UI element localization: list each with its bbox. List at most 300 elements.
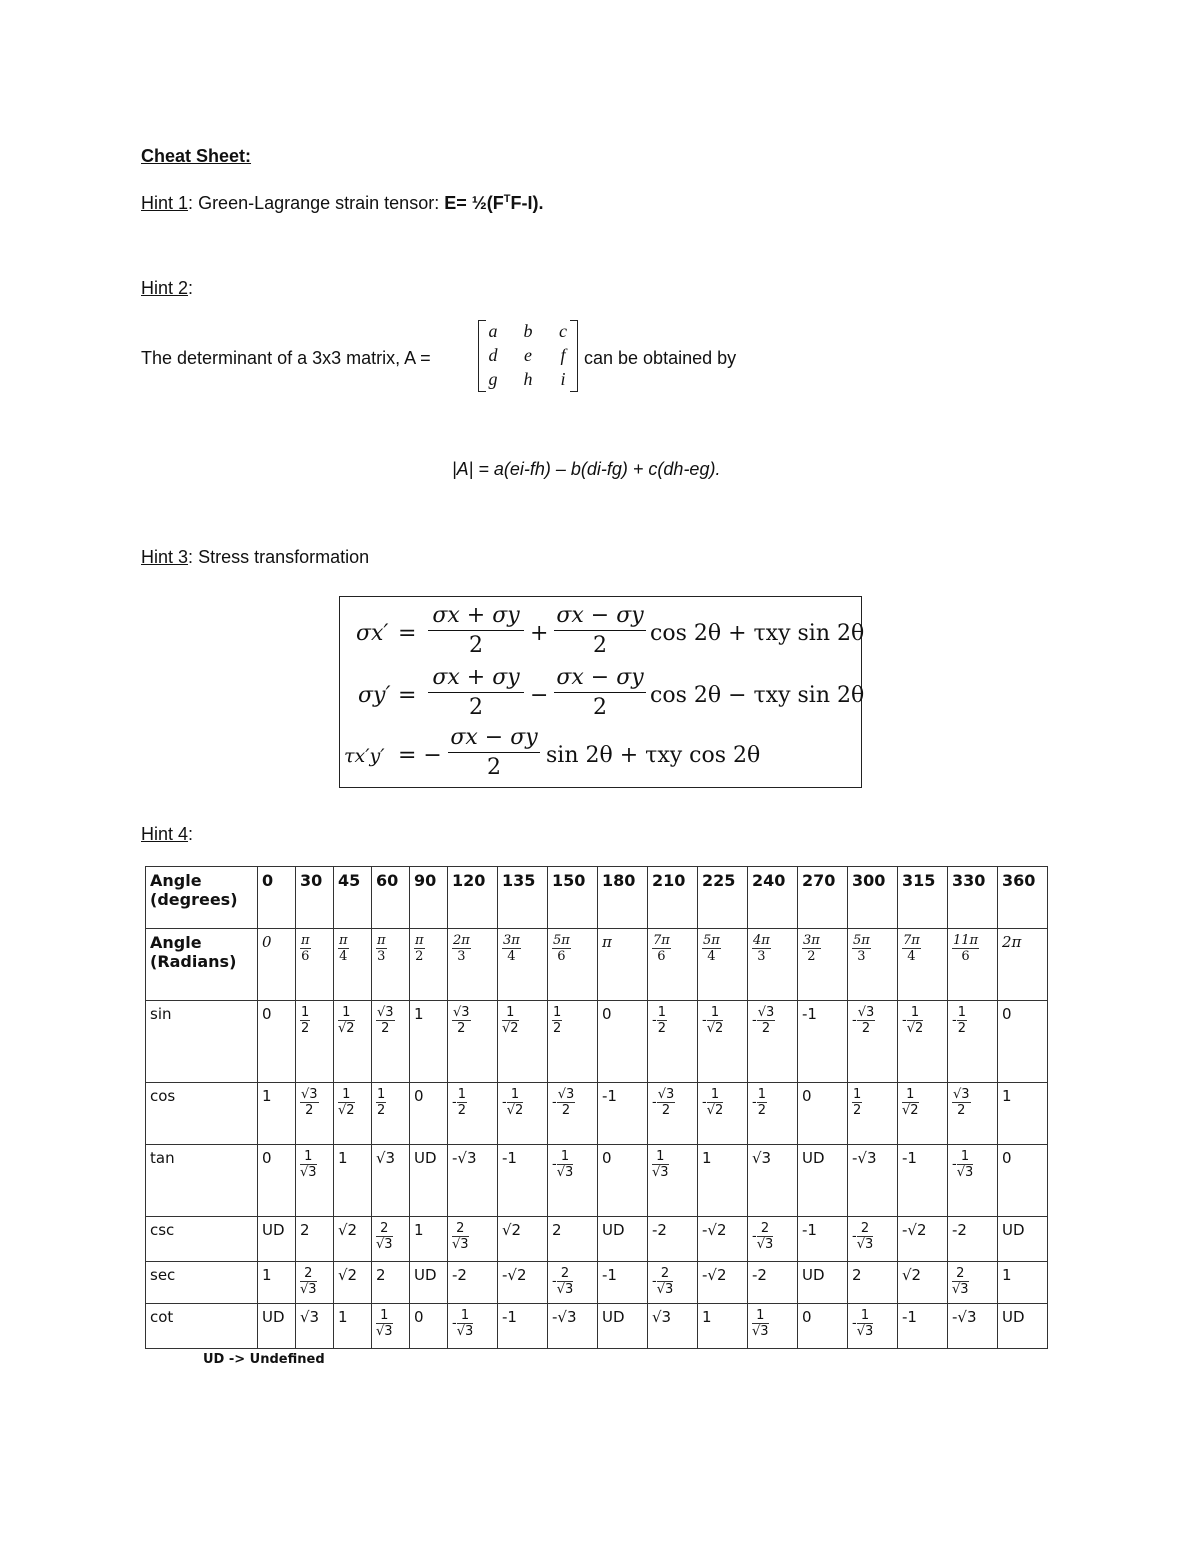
cell-value: √2: [338, 1221, 358, 1239]
cell-value: -2: [452, 1266, 467, 1284]
matrix-cell: a: [488, 321, 498, 341]
radian-cell: [372, 929, 410, 1001]
negative-sign: -: [652, 1095, 657, 1110]
fraction-den: 2: [593, 633, 607, 658]
cell-value: -2: [752, 1266, 767, 1284]
denominator: √3: [652, 1165, 669, 1180]
tan-cell: [334, 1145, 372, 1217]
negative-sign: -: [652, 1013, 657, 1028]
row-header-sin: sin: [146, 1001, 258, 1083]
numerator: 2: [452, 1221, 469, 1237]
fraction-sum-1: [428, 603, 524, 658]
cell-value: 1: [338, 1149, 348, 1167]
cell-value: 0: [602, 1005, 612, 1023]
fraction-den: 2: [487, 755, 501, 780]
csc-cell: [648, 1217, 698, 1262]
negative-sign: -: [552, 1157, 557, 1172]
fraction: [557, 1087, 576, 1118]
tan-cell: [598, 1145, 648, 1217]
numerator: 2: [300, 1266, 317, 1282]
sec-cell: [498, 1262, 548, 1304]
sigma-x-prime: σx′: [356, 621, 389, 646]
tan-cell: [258, 1145, 296, 1217]
row-header-tan: tan: [146, 1145, 258, 1217]
denominator: √2: [902, 1103, 919, 1118]
cell-value: 0: [802, 1087, 812, 1105]
denominator: 4: [907, 949, 916, 964]
matrix-cell: i: [560, 369, 566, 389]
table-row: [146, 1262, 1048, 1304]
fraction: [338, 933, 349, 964]
tail-2: cos 2θ − τxy sin 2θ: [650, 683, 865, 708]
fraction: [852, 1087, 862, 1118]
cell-value: 1: [414, 1221, 424, 1239]
minus-2: −: [530, 683, 549, 708]
denominator: √3: [300, 1165, 317, 1180]
numerator: 11π: [953, 933, 979, 948]
denominator: √3: [752, 1324, 769, 1339]
sin-cell: [498, 1001, 548, 1083]
fraction: [452, 1005, 471, 1036]
fraction: [707, 1005, 724, 1036]
numerator: π: [301, 933, 310, 948]
numerator: 1: [853, 1087, 862, 1102]
numerator: √3: [453, 1005, 470, 1020]
denominator: √3: [300, 1282, 317, 1297]
cos-cell: [296, 1083, 334, 1145]
tan-cell: [798, 1145, 848, 1217]
negative-sign: -: [852, 1229, 857, 1244]
stress-transformation-box: [339, 596, 865, 788]
degree-cell: 330: [948, 867, 998, 929]
cos-cell: [334, 1083, 372, 1145]
tan-cell: [848, 1145, 898, 1217]
fraction: [752, 1308, 769, 1339]
tail-1: cos 2θ + τxy sin 2θ: [650, 621, 865, 646]
numerator: 1: [652, 1149, 669, 1165]
negative-sign: -: [752, 1229, 757, 1244]
sec-cell: [296, 1262, 334, 1304]
cos-cell: [258, 1083, 296, 1145]
cell-value: √3: [376, 1149, 396, 1167]
degree-cell: 0: [258, 867, 296, 929]
fraction: [907, 1005, 924, 1036]
fraction: [376, 1221, 393, 1252]
hint1-formula-post: F-I).: [510, 193, 544, 213]
cot-cell: [448, 1304, 498, 1349]
equals-2: =: [398, 683, 417, 708]
fraction-sum-2: [428, 665, 524, 720]
cell-value: -√2: [502, 1266, 527, 1284]
denominator: 2: [377, 1103, 386, 1118]
negative-sign: -: [452, 1095, 457, 1110]
fraction: [957, 1149, 974, 1180]
cell-value: 0: [1002, 1005, 1012, 1023]
radian-cell: [948, 929, 998, 1001]
sin-cell: [748, 1001, 798, 1083]
cell-value: 0: [414, 1087, 424, 1105]
numerator: 5π: [853, 933, 870, 948]
hint4-heading: [141, 823, 193, 845]
cos-cell: [498, 1083, 548, 1145]
hint1-formula-sup: T: [503, 193, 511, 205]
fraction: [752, 933, 771, 964]
matrix-cell: e: [524, 345, 532, 365]
fraction: [857, 1005, 876, 1036]
negative-sign: -: [452, 1316, 457, 1331]
fraction: [902, 933, 921, 964]
fraction: [707, 1087, 724, 1118]
fraction: [300, 933, 311, 964]
negative-sign: -: [752, 1013, 757, 1028]
fraction: [376, 1005, 395, 1036]
fraction: [376, 1308, 393, 1339]
hint2-colon: :: [188, 278, 194, 298]
numerator: 1: [376, 1308, 393, 1324]
cell-value: 0: [262, 1005, 272, 1023]
denominator: 2: [853, 1103, 862, 1118]
fraction: [952, 933, 979, 964]
denominator: √3: [956, 1165, 974, 1180]
numerator: 1: [557, 1149, 574, 1165]
cell-value: 2: [300, 1221, 310, 1239]
csc-cell: [748, 1217, 798, 1262]
cell-value: -√3: [452, 1149, 477, 1167]
cot-cell: [598, 1304, 648, 1349]
hint2-text-after: can be obtained by: [584, 348, 737, 368]
radian-cell: [598, 929, 648, 1001]
sec-cell: [948, 1262, 998, 1304]
denominator: 6: [961, 949, 970, 964]
sec-cell: [548, 1262, 598, 1304]
denominator: 2: [553, 1021, 562, 1036]
fraction-den: 2: [593, 695, 607, 720]
fraction: [552, 933, 571, 964]
cell-value: 0: [602, 1149, 612, 1167]
denominator: √2: [502, 1021, 519, 1036]
sin-cell: [410, 1001, 448, 1083]
fraction: [557, 1149, 574, 1180]
cell-value: 0: [262, 1149, 272, 1167]
cell-value: 0: [262, 933, 272, 951]
radian-cell: [848, 929, 898, 1001]
denominator: 2: [561, 1103, 571, 1118]
denominator: 3: [457, 949, 466, 964]
cell-value: UD: [602, 1308, 625, 1326]
csc-cell: [848, 1217, 898, 1262]
denominator: 3: [757, 949, 766, 964]
hint2-heading: [141, 277, 193, 299]
radian-cell: [648, 929, 698, 1001]
numerator: 1: [338, 1087, 355, 1103]
fraction-diff-3: [448, 725, 540, 780]
numerator: 1: [301, 1005, 310, 1020]
denominator: 3: [857, 949, 866, 964]
fraction: [657, 1087, 676, 1118]
denominator: 2: [457, 1103, 466, 1118]
sin-cell: [334, 1001, 372, 1083]
cos-cell: [648, 1083, 698, 1145]
fraction: [457, 1087, 467, 1118]
denominator: 2: [301, 1021, 310, 1036]
cell-value: UD: [1002, 1308, 1025, 1326]
cell-value: 1: [1002, 1087, 1012, 1105]
cos-cell: [798, 1083, 848, 1145]
fraction: [376, 933, 387, 964]
negative-sign: -: [952, 1157, 957, 1172]
hint3-colon: :: [188, 547, 194, 567]
cos-cell: [372, 1083, 410, 1145]
hint1-colon: :: [188, 193, 194, 213]
denominator: 2: [761, 1021, 771, 1036]
denominator: 2: [757, 1103, 766, 1118]
fraction: [300, 1005, 310, 1036]
fraction-num: σx + σy: [432, 665, 520, 690]
degree-cell: 300: [848, 867, 898, 929]
matrix-cell: d: [488, 345, 498, 365]
numerator: 1: [502, 1005, 519, 1021]
cell-value: 1: [702, 1308, 712, 1326]
cell-value: UD: [414, 1266, 437, 1284]
table-row: [146, 1304, 1048, 1349]
cell-value: π: [602, 933, 612, 951]
numerator: √3: [953, 1087, 970, 1102]
radian-cell: [296, 929, 334, 1001]
cell-value: 2: [552, 1221, 562, 1239]
matrix-cell: c: [559, 321, 567, 341]
radian-cell: [898, 929, 948, 1001]
denominator: 2: [957, 1021, 966, 1036]
determinant-formula: |A| = a(ei-fh) – b(di-fg) + c(dh-eg).: [452, 459, 721, 479]
numerator: 1: [377, 1087, 386, 1102]
cell-value: 1: [702, 1149, 712, 1167]
numerator: 5π: [703, 933, 720, 948]
tan-cell: [296, 1145, 334, 1217]
radian-cell: [448, 929, 498, 1001]
cos-cell: [748, 1083, 798, 1145]
csc-cell: [448, 1217, 498, 1262]
cell-value: 0: [1002, 1149, 1012, 1167]
fraction: [376, 1087, 386, 1118]
fraction: [338, 1005, 355, 1036]
cot-cell: [848, 1304, 898, 1349]
csc-cell: [598, 1217, 648, 1262]
cos-cell: [848, 1083, 898, 1145]
denominator: √3: [376, 1237, 393, 1252]
table-row: [146, 1217, 1048, 1262]
sin-cell: [898, 1001, 948, 1083]
sin-cell: [448, 1001, 498, 1083]
fraction: [657, 1266, 674, 1297]
denominator: √2: [338, 1021, 355, 1036]
numerator: 7π: [903, 933, 920, 948]
sin-cell: [948, 1001, 998, 1083]
fraction: [300, 1087, 319, 1118]
cell-value: √2: [338, 1266, 358, 1284]
sec-cell: [334, 1262, 372, 1304]
cell-value: √3: [300, 1308, 320, 1326]
cell-value: -√2: [902, 1221, 927, 1239]
csc-cell: [998, 1217, 1048, 1262]
sin-cell: [698, 1001, 748, 1083]
cot-cell: [372, 1304, 410, 1349]
negative-sign: -: [702, 1095, 707, 1110]
cell-value: 2: [376, 1266, 386, 1284]
numerator: 5π: [553, 933, 570, 948]
degree-cell: 30: [296, 867, 334, 929]
numerator: 2: [757, 1221, 774, 1237]
csc-cell: [548, 1217, 598, 1262]
sec-cell: [798, 1262, 848, 1304]
cell-value: 1: [262, 1087, 272, 1105]
cell-value: UD: [262, 1221, 285, 1239]
negative-sign: -: [752, 1095, 757, 1110]
cell-value: -1: [502, 1149, 517, 1167]
numerator: 1: [857, 1308, 874, 1324]
fraction: [414, 933, 425, 964]
csc-cell: [334, 1217, 372, 1262]
negative-sign: -: [852, 1316, 857, 1331]
hint1-formula-pre: E= ½(F: [444, 193, 504, 213]
fraction: [952, 1266, 969, 1297]
sec-cell: [698, 1262, 748, 1304]
numerator: 1: [707, 1005, 724, 1021]
radian-cell: [258, 929, 296, 1001]
fraction-den: 2: [469, 695, 483, 720]
cell-value: -√2: [702, 1221, 727, 1239]
cell-value: UD: [602, 1221, 625, 1239]
cell-value: -√3: [952, 1308, 977, 1326]
hint1-formula: [444, 193, 543, 213]
cell-value: -1: [902, 1149, 917, 1167]
radian-cell: [798, 929, 848, 1001]
fraction-num: σx − σy: [450, 725, 538, 750]
csc-cell: [410, 1217, 448, 1262]
numerator: √3: [857, 1005, 875, 1020]
radian-cell: [698, 929, 748, 1001]
fraction: [652, 1149, 669, 1180]
hint3-text: Stress transformation: [198, 547, 370, 567]
fraction: [902, 1087, 919, 1118]
tau-xy-prime: τx′y′: [344, 745, 385, 767]
fraction: [502, 1005, 519, 1036]
denominator: √2: [706, 1103, 724, 1118]
cos-cell: [448, 1083, 498, 1145]
cos-cell: [898, 1083, 948, 1145]
cell-value: -1: [802, 1221, 817, 1239]
fraction: [757, 1087, 767, 1118]
cell-value: -1: [602, 1266, 617, 1284]
denominator: 2: [861, 1021, 871, 1036]
denominator: √3: [656, 1282, 674, 1297]
matrix-cell: b: [523, 321, 533, 341]
numerator: 1: [907, 1005, 924, 1021]
numerator: 1: [957, 1149, 974, 1165]
negative-sign: -: [902, 1013, 907, 1028]
csc-cell: [296, 1217, 334, 1262]
tan-cell: [648, 1145, 698, 1217]
fraction: [757, 1005, 776, 1036]
fraction-diff-2: [554, 665, 646, 720]
tan-cell: [898, 1145, 948, 1217]
cell-value: UD: [262, 1308, 285, 1326]
denominator: 2: [661, 1103, 671, 1118]
numerator: 1: [553, 1005, 562, 1020]
denominator: 4: [507, 949, 516, 964]
cell-value: -1: [502, 1308, 517, 1326]
tan-cell: [498, 1145, 548, 1217]
sec-cell: [898, 1262, 948, 1304]
fraction: [957, 1005, 967, 1036]
sin-cell: [998, 1001, 1048, 1083]
numerator: 4π: [753, 933, 770, 948]
degree-cell: 150: [548, 867, 598, 929]
cell-value: UD: [414, 1149, 437, 1167]
numerator: 7π: [653, 933, 670, 948]
csc-cell: [948, 1217, 998, 1262]
fraction: [300, 1149, 317, 1180]
tan-cell: [372, 1145, 410, 1217]
numerator: 1: [707, 1087, 724, 1103]
hint3-label: Hint 3: [141, 547, 189, 567]
fraction-den: 2: [469, 633, 483, 658]
stress-equations: [340, 597, 865, 787]
sin-cell: [548, 1001, 598, 1083]
cos-cell: [698, 1083, 748, 1145]
degree-cell: 360: [998, 867, 1048, 929]
denominator: √3: [376, 1324, 393, 1339]
hint4-colon: :: [188, 824, 194, 844]
cot-cell: [296, 1304, 334, 1349]
fraction: [507, 1087, 524, 1118]
csc-cell: [258, 1217, 296, 1262]
fraction-num: σx + σy: [432, 603, 520, 628]
tan-cell: [548, 1145, 598, 1217]
denominator: √3: [556, 1282, 574, 1297]
sin-cell: [798, 1001, 848, 1083]
denominator: √3: [856, 1324, 874, 1339]
degree-cell: 90: [410, 867, 448, 929]
denominator: 2: [657, 1021, 666, 1036]
equals-1: =: [398, 621, 417, 646]
matrix-cell: h: [523, 369, 533, 389]
row-header-cos: cos: [146, 1083, 258, 1145]
radian-cell: [498, 929, 548, 1001]
equals-neg: = −: [398, 743, 442, 768]
fraction: [852, 933, 871, 964]
cell-value: √2: [502, 1221, 522, 1239]
numerator: 1: [752, 1308, 769, 1324]
negative-sign: -: [952, 1013, 957, 1028]
denominator: 2: [381, 1021, 390, 1036]
tan-cell: [998, 1145, 1048, 1217]
sin-cell: [258, 1001, 296, 1083]
hint1-label: Hint 1: [141, 193, 189, 213]
cell-value: 0: [802, 1308, 812, 1326]
table-row: [146, 1145, 1048, 1217]
degree-cell: 45: [334, 867, 372, 929]
negative-sign: -: [852, 1013, 857, 1028]
cell-value: -√3: [852, 1149, 877, 1167]
cell-value: 1: [414, 1005, 424, 1023]
fraction: [452, 933, 471, 964]
fraction: [657, 1005, 667, 1036]
negative-sign: -: [552, 1274, 557, 1289]
hint4-label: Hint 4: [141, 824, 189, 844]
fraction: [557, 1266, 574, 1297]
numerator: 3π: [503, 933, 520, 948]
numerator: √3: [757, 1005, 775, 1020]
